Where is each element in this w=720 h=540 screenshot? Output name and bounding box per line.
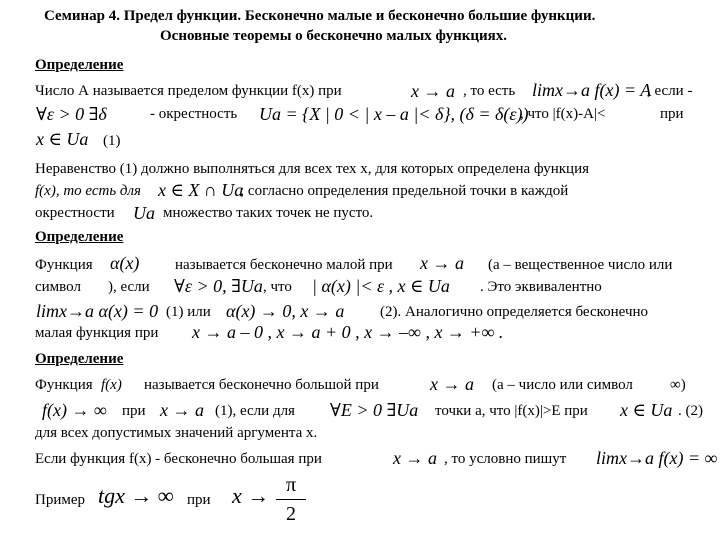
formula-alpha-to-zero: α(x) → 0, x → a (226, 301, 345, 321)
definition-heading-3: Определение (35, 351, 124, 367)
def1-text: при (660, 106, 684, 122)
def3-text: точки a, что |f(x)|>E при (435, 403, 588, 419)
def1-text: f(x), то есть для (35, 183, 142, 199)
formula-epsilon-Ua: ∀ε > 0, ∃Ua (174, 276, 263, 296)
def3-text: при (122, 403, 146, 419)
def2-text: , что (263, 279, 292, 295)
def2-text: (1) или (166, 304, 211, 320)
formula-x-in-Ua: x ∈ Ua (36, 129, 89, 149)
def2-text: (a – вещественное число или (488, 257, 673, 273)
def3-text: Функция (35, 377, 93, 393)
formula-x-to-a: x → a (160, 400, 204, 420)
formula-tg-to-infinity: tgx → ∞ (98, 483, 174, 508)
def3-text: для всех допустимых значений аргумента x. (35, 425, 318, 441)
formula-limit: limx→a f(x) = A (532, 80, 652, 100)
formula-alpha-x: α(x) (110, 253, 140, 273)
def3-text: (a – число или символ (492, 377, 633, 393)
def3-text: (1), если для (215, 403, 295, 419)
def1-text: , что |f(x)-A|< (520, 106, 606, 122)
def1-text: Число А называется пределом функции f(x) при (35, 83, 342, 99)
formula-x-to-a: x → a (430, 374, 474, 394)
formula-x-in-X-cap-Ua: x ∈ X ∩ Ua (158, 180, 244, 200)
definition-heading-2: Определение (35, 229, 124, 245)
formula-E-Ua: ∀E > 0 ∃Ua (330, 400, 419, 420)
def1-text: (1) (103, 133, 121, 149)
formula-x-to: x → (232, 483, 270, 508)
def1-text: , если - (647, 83, 693, 99)
def2-text: малая функция при (35, 325, 159, 341)
fraction-bar (276, 499, 306, 500)
formula-one-sided-limits: x → a – 0 , x → a + 0 , x → –∞ , x → +∞ . (192, 322, 504, 342)
def3-text: . (2) (678, 403, 703, 419)
def2-text: . Это эквивалентно (480, 279, 602, 295)
formula-f-to-infinity: f(x) → ∞ (42, 400, 107, 420)
formula-x-to-a: x → a (393, 448, 437, 468)
example-text: при (187, 492, 211, 508)
title-line-2: Основные теоремы о бесконечно малых функциях. (160, 28, 507, 44)
formula-x-in-Ua: x ∈ Ua (620, 400, 673, 420)
def1-text: Неравенство (1) должно выполняться для всех тех x, для которых определена функция (35, 161, 590, 177)
title-line-1: Семинар 4. Предел функции. Бесконечно малые и бесконечно большие функции. (44, 8, 596, 24)
def3-text: f(x) (101, 377, 122, 393)
def1-text: , то есть (463, 83, 516, 99)
def2-text: называется бесконечно малой при (175, 257, 393, 273)
fraction-denominator: 2 (286, 503, 296, 525)
formula-epsilon-delta: ∀ε > 0 ∃δ (36, 104, 107, 124)
def2-text: ), если (108, 279, 150, 295)
formula-Ua: Ua (133, 203, 155, 223)
def1-text: окрестности (35, 205, 115, 221)
formula-limit-infinity: limx→a f(x) = ∞ (596, 448, 718, 468)
def2-text: символ (35, 279, 81, 295)
def1-text: ; согласно определения предельной точки в каждой (240, 183, 569, 199)
def3-text: называется бесконечно большой при (144, 377, 379, 393)
formula-x-to-a: x → a (420, 253, 464, 273)
formula-x-to-a: x → a (411, 81, 455, 101)
formula-limit-alpha: limx→a α(x) = 0 (36, 301, 159, 321)
fraction-numerator: π (285, 474, 297, 496)
def1-text: - окрестность (150, 106, 238, 122)
def3-text: , то условно пишут (444, 451, 567, 467)
def3-text: Если функция f(x) - бесконечно большая при (35, 451, 322, 467)
def2-text: (2). Аналогично определяется бесконечно (380, 304, 649, 320)
def3-text: ∞) (670, 377, 686, 393)
definition-heading-1: Определение (35, 57, 124, 73)
def2-text: Функция (35, 257, 93, 273)
example-label: Пример (35, 492, 86, 508)
formula-abs-alpha: | α(x) |< ε , x ∈ Ua (312, 276, 450, 296)
formula-neighbourhood: Ua = {X | 0 < | x – a |< δ}, (δ = δ(ε)) (259, 104, 529, 124)
def1-text: множество таких точек не пусто. (163, 205, 374, 221)
